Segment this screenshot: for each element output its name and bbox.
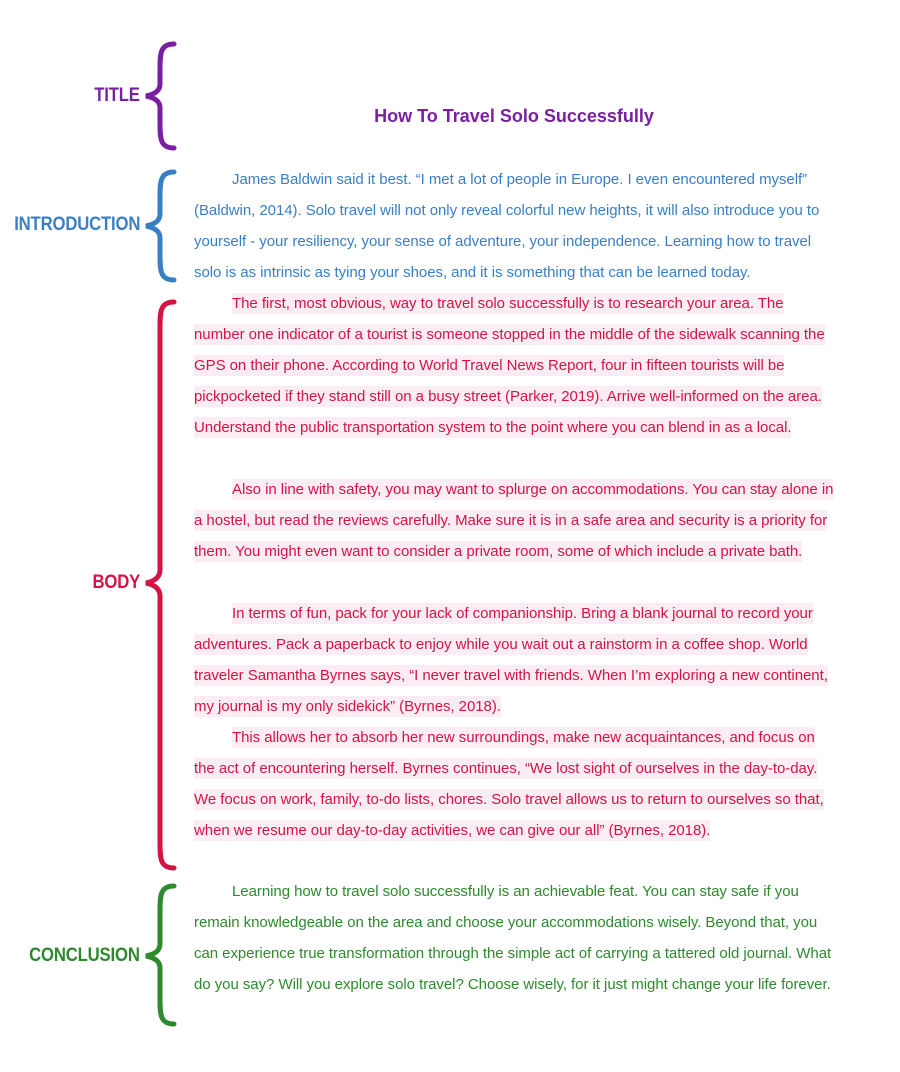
- conclusion-brace-icon: [140, 882, 180, 1028]
- body-paragraph-3: [194, 598, 834, 722]
- body-paragraph-2-text: Also in line with safety, you may want to splurge on accommodations. You can stay alone in a hostel, but read the reviews carefully. Make sure it is in a safe area and security is a priority for them. You might even want to consider a private room, some of which include a private bath.: [194, 481, 834, 560]
- introduction-brace-icon: [140, 168, 180, 284]
- body-paragraph-4-text: This allows her to absorb her new surroundings, make new acquaintances, and focus on the act of encountering herself. Byrnes continues, “We lost sight of ourselves in the day-to-day. We focus on work, family, to-do lists, chores. Solo travel allows us to return to ourselves so that, when we resume our day-to-day activities, we can give our all” (Byrnes, 2018).: [194, 729, 824, 839]
- title-section-label: TITLE: [94, 85, 140, 106]
- body-brace-icon: [140, 298, 180, 872]
- title-brace-icon: [140, 40, 180, 152]
- body-paragraph-1-text: The first, most obvious, way to travel solo successfully is to research your area. The number one indicator of a tourist is someone stopped in the middle of the sidewalk scanning the GPS on their phone. According to World Travel News Report, four in fifteen tourists will be pickpocketed if they stand still on a busy street (Parker, 2019). Arrive well-informed on the area. Understand the public transportation system to the point where you can blend in as a local.: [194, 295, 825, 436]
- conclusion-section-label: CONCLUSION: [29, 945, 140, 966]
- body-section-label: BODY: [92, 572, 140, 593]
- conclusion-paragraph: Learning how to travel solo successfully is an achievable feat. You can stay safe if you remain knowledgeable on the area and choose your accommodations wisely. Beyond that, you can experience true transformation through the simple act of carrying a tattered old journal. What do you say? Will you explore solo travel? Choose wisely, for it just might change your life forever.: [194, 883, 832, 993]
- body-paragraph-1: [194, 288, 834, 443]
- body-paragraph-2: [194, 474, 834, 567]
- body-paragraph-4: [194, 722, 834, 846]
- essay-title: How To Travel Solo Successfully: [374, 106, 654, 126]
- body-paragraph-3-text: In terms of fun, pack for your lack of companionship. Bring a blank journal to record your adventures. Pack a paperback to enjoy while you wait out a rainstorm in a coffee shop. World traveler Samantha Byrnes says, “I never travel with friends. When I’m exploring a new continent, my journal is my only sidekick” (Byrnes, 2018).: [194, 605, 828, 715]
- introduction-section-label: INTRODUCTION: [13, 214, 140, 235]
- introduction-paragraph: James Baldwin said it best. “I met a lot of people in Europe. I even encountered myself” (Baldwin, 2014). Solo travel will not only reveal colorful new heights, it will also introduce you to yourself - your resiliency, your sense of adventure, your independence. Learning how to travel solo is as intrinsic as tying your shoes, and it is something that can be learned today.: [194, 171, 820, 281]
